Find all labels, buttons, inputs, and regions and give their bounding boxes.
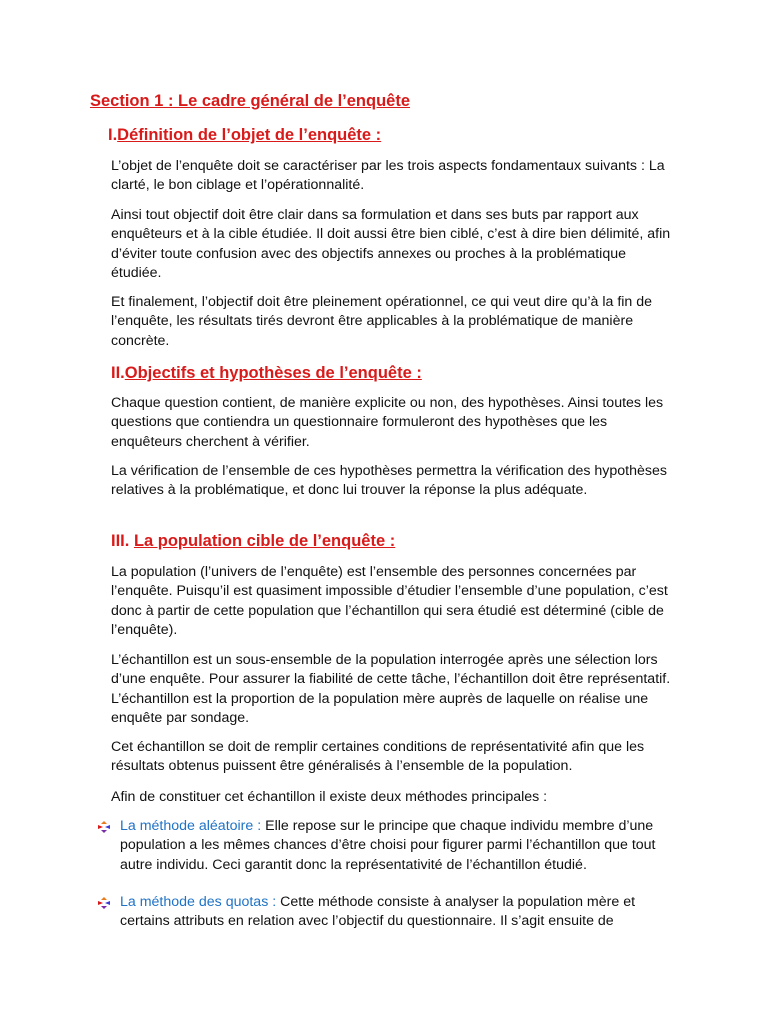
bullet-term: La méthode des quotas :: [120, 894, 277, 910]
paragraph-2: Ainsi tout objectif doit être clair dans sa formulation et dans ses buts par rapport aux enquêteurs et à la cible étudiée. Il doit aussi être bien ciblé, c’est à dire bien délimité, afin d’éviter toute confusion avec des objectifs annexes ou proches à la problématique étudiée.: [111, 207, 671, 281]
paragraph-1: L’objet de l’enquête doit se caractériser par les trois aspects fondamentaux suivants : La clarté, le bon ciblage et l’opérationnalité.: [111, 158, 665, 194]
bullet-term: La méthode aléatoire :: [120, 818, 262, 834]
heading-2-number: II.: [111, 364, 125, 382]
paragraph-8: Cet échantillon se doit de remplir certaines conditions de représentativité afin que les résultats obtenus puissent être généralisés à l’ensemble de la population.: [111, 739, 645, 775]
heading-1-number: I.: [108, 126, 118, 144]
bullet-description: Elle repose sur le principe que chaque individu membre d’une population a les mêmes chances d’être choisi pour figurer parmi l’échantillon que tout autre individu. Ceci garantit donc la représentativité de l’échantillon étudié.: [120, 818, 656, 873]
section-title: Section 1 : Le cadre général de l’enquête: [90, 92, 411, 110]
heading-3-number: III.: [111, 532, 130, 550]
bullet-text: [120, 893, 680, 932]
bullet-description: Cette méthode consiste à analyser la population mère et certains attributs en relation avec l’objectif du questionnaire. Il s’agit ensuite de: [120, 894, 636, 930]
paragraph-7: L’échantillon est un sous-ensemble de la population interrogée après une sélection lors d’une enquête. Pour assurer la fiabilité de cette tâche, l’échantillon doit être représentatif. L’échantillon est la proportion de la population mère auprès de laquelle on réalise une enquête par sondage.: [111, 652, 671, 726]
paragraph-5: La vérification de l’ensemble de ces hypothèses permettra la vérification des hypothèses relatives à la problématique, et donc lui trouver la réponse la plus adéquate.: [111, 463, 667, 499]
paragraph-3: Et finalement, l’objectif doit être pleinement opérationnel, ce qui veut dire qu’à la fin de l’enquête, les résultats tirés devront être applicables à la problématique de manière concrète.: [111, 294, 653, 349]
bullet-text: [120, 817, 680, 875]
paragraph-6: La population (l’univers de l’enquête) est l’ensemble des personnes concernées par l’enquête. Puisqu’il est quasiment impossible d’étudier l’ensemble d’une population, c’est donc à partir de cette population que l’échantillon qui sera étudié est déterminé (cible de l’enquête).: [111, 564, 668, 638]
heading-1: [108, 126, 381, 145]
bullet-arrow-icon: [98, 897, 110, 909]
heading-1-text: Définition de l’objet de l’enquête :: [117, 126, 382, 144]
paragraph-4: Chaque question contient, de manière explicite ou non, des hypothèses. Ainsi toutes les questions que contiendra un questionnaire formuleront des hypothèses que les enquêteurs cherchent à vérifier.: [111, 395, 664, 450]
heading-3: [111, 532, 395, 551]
bullet-arrow-icon: [98, 821, 110, 833]
paragraph-9: Afin de constituer cet échantillon il existe deux méthodes principales :: [111, 789, 548, 805]
heading-2: [111, 364, 422, 383]
heading-3-text: La population cible de l’enquête :: [133, 532, 396, 550]
heading-2-text: Objectifs et hypothèses de l’enquête :: [124, 364, 422, 382]
